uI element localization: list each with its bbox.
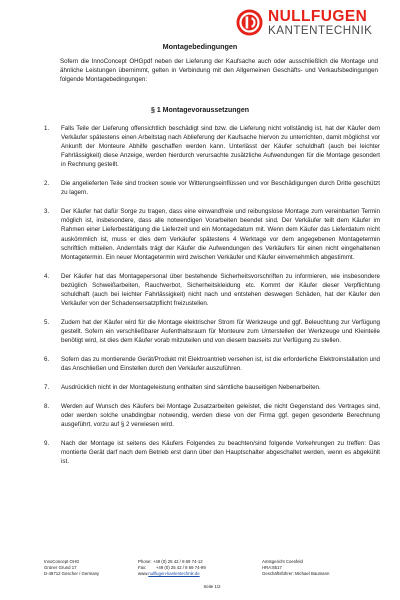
company-logo bbox=[236, 9, 386, 39]
clause-text: Sofern das zu montierende Gerät/Produkt mit Elektroantrieb versehen ist, ist die erforderliche Elektroinstallation und das Anschließen und Einstellen durch den Verkäufer auszuführen. bbox=[61, 355, 380, 372]
footer-street: Grüner Grund 17 bbox=[44, 565, 77, 571]
footer-court: Amtsgericht Coesfeld bbox=[262, 559, 303, 564]
footer-legal-info bbox=[262, 559, 329, 578]
clause-list bbox=[44, 124, 380, 476]
clause-3 bbox=[44, 207, 380, 262]
clause-4 bbox=[44, 272, 380, 308]
footer-contact-info bbox=[138, 559, 206, 578]
clause-7 bbox=[44, 383, 380, 392]
clause-number: 7. bbox=[44, 383, 50, 391]
clause-text: Werden auf Wunsch des Käufers bei Montage Zusatzarbeiten geleistet, die nicht Gegenstand des Vertrages sind, oder werden solche unabdingbar notwendig, werden diese von der Firma ggf. gegen gesonderte Berechnung ausgeführt, vorzu auf § 2 verwiesen wird. bbox=[61, 402, 380, 428]
clause-2 bbox=[44, 179, 380, 197]
nullfugen-logo-icon bbox=[236, 9, 263, 36]
clause-9 bbox=[44, 439, 380, 466]
clause-number: 3. bbox=[44, 208, 50, 216]
footer-city: D-48712 Gescher / Germany bbox=[44, 571, 100, 577]
footer-website-prefix: www. bbox=[138, 571, 149, 577]
clause-number: 2. bbox=[44, 180, 50, 188]
clause-text: Falls Teile der Lieferung offensichtlich beschädigt sind bzw. die Lieferung nicht vollständig ist, hat der Käufer dem Verkäufer spätestens einen Arbeitstag nach Ablieferung der Kaufsache hiervon zu unterrichten, damit möglichst vor Ankunft der Monteure Abhilfe geschaffen werden kann. Unterlässt der Käufer schuldhaft (auch bei leichter Fahrlässigkeit) diese Anzeige, werden hierdurch verursachte zusätzliche Aufwendungen für die Montage gesondert in Rechnung gestellt. bbox=[61, 125, 380, 169]
footer-fax: Fax: +49 (0) 25 42 / 8 69 74-99 bbox=[138, 565, 206, 571]
intro-paragraph: Sofern die InnoConcept OHGpdf neben der Lieferung der Kaufsache auch oder ausschließlich die Montage und ähnliche Leistungen übernimmt, gelten in Verbindung mit den Allgemeinen Geschäfts- und Verkaufsbedingungen folgende Montagebedingungen: bbox=[60, 58, 378, 84]
clause-5 bbox=[44, 318, 380, 345]
footer-company-info bbox=[44, 559, 99, 578]
clause-number: 1. bbox=[44, 125, 50, 132]
page-number: Seite 1/2 bbox=[203, 584, 221, 589]
clause-number: 8. bbox=[44, 402, 50, 410]
clause-number: 4. bbox=[44, 272, 50, 280]
clause-number: 6. bbox=[44, 355, 50, 363]
logo-name-line1: NULLFUGEN bbox=[268, 8, 368, 25]
footer-website-link[interactable]: nullfugen-kantentechnik.de bbox=[148, 571, 200, 577]
footer-company-name: InnoConcept OHG bbox=[44, 559, 80, 564]
document-title: Montagebedingungen bbox=[162, 42, 238, 51]
logo-name-line2: KANTENTECHNIK bbox=[268, 24, 373, 37]
clause-text: Der Käufer hat das Montagepersonal über bestehende Sicherheitsvorschriften zu informieren, wie insbesondere bezüglich Schweißarbeiten, Rauchverbot, Sicherheitskleidung etc. Kommt der Käufer dieser Verpflichtung schuldhaft (auch bei leichter Fahrlässigkeit) nicht nach und entstehen deswegen Schäden, hat der Käufer den Verkäufer von der Schadensersatzpflicht freizustellen. bbox=[61, 272, 380, 307]
clause-1 bbox=[44, 124, 380, 169]
clause-text: Die angelieferten Teile sind trocken sowie vor Witterungseinflüssen und vor Beschädigungen durch Dritte geschützt zu lagern. bbox=[61, 180, 380, 197]
footer-registry: HRA:8517 bbox=[262, 565, 282, 571]
clause-text: Nach der Montage ist seitens des Käufers Folgendes zu beachten/sind folgende Vorkehrungen zu treffen: Das montierte Gerät darf nach dem Betrieb erst dann über den Hauptschalter abgeschaltet werden, wenn es abgekühlt ist. bbox=[61, 439, 380, 465]
clause-text: Ausdrücklich nicht in der Montageleistung enthalten sind sämtliche bauseitigen Nebenarbeiten. bbox=[61, 383, 321, 391]
clause-text: Zudem hat der Käufer wird für die Montage elektrischer Strom für Werkzeuge und ggf. Beleuchtung zur Verfügung gestellt. Sofern ein verschließbarer Aufenthaltsraum für Monteure zum Unterstellen der Werkzeuge und Kleinteile benötigt wird, ist dies dem Käufer vorab mitzuteilen und von diesem bauseits zur Verfügung zu stellen. bbox=[61, 318, 380, 344]
section-title: § 1 Montagevoraussetzungen bbox=[150, 107, 250, 114]
clause-number: 9. bbox=[44, 439, 50, 447]
footer-website bbox=[138, 571, 206, 577]
clause-text: Der Käufer hat dafür Sorge zu tragen, dass eine einwandfreie und reibungslose Montage zum vereinbarten Termin möglich ist, insbesondere, dass alle notwendigen Vorarbeiten beendet sind. Der Verkäufer teilt dem Käufer im Rahmen einer Lieferbestätigung die Lieferzeit und ein Montagedatum mit. Wenn dem Käufer das Lieferdatum nicht auskömmlich ist, muss er dies dem Verkäufer spätestens 4 Werktage vor dem angegebenen Montagetermin schriftlich mitteilen. Andernfalls trägt der Käufer die Aufwendungen des Verkäufers für einen nicht eingehaltenen Montagetermin. Ein neuer Montagetermin wird zwischen Verkäufer und Käufer einvernehmlich abgestimmt. bbox=[61, 208, 380, 261]
clause-6 bbox=[44, 355, 380, 373]
clause-number: 5. bbox=[44, 318, 50, 326]
clause-8 bbox=[44, 402, 380, 429]
footer-director: Geschäftsführer: Michael Baumann bbox=[262, 571, 330, 577]
footer-phone: Phone: +49 (0) 25 42 / 8 69 74-12 bbox=[138, 559, 203, 564]
